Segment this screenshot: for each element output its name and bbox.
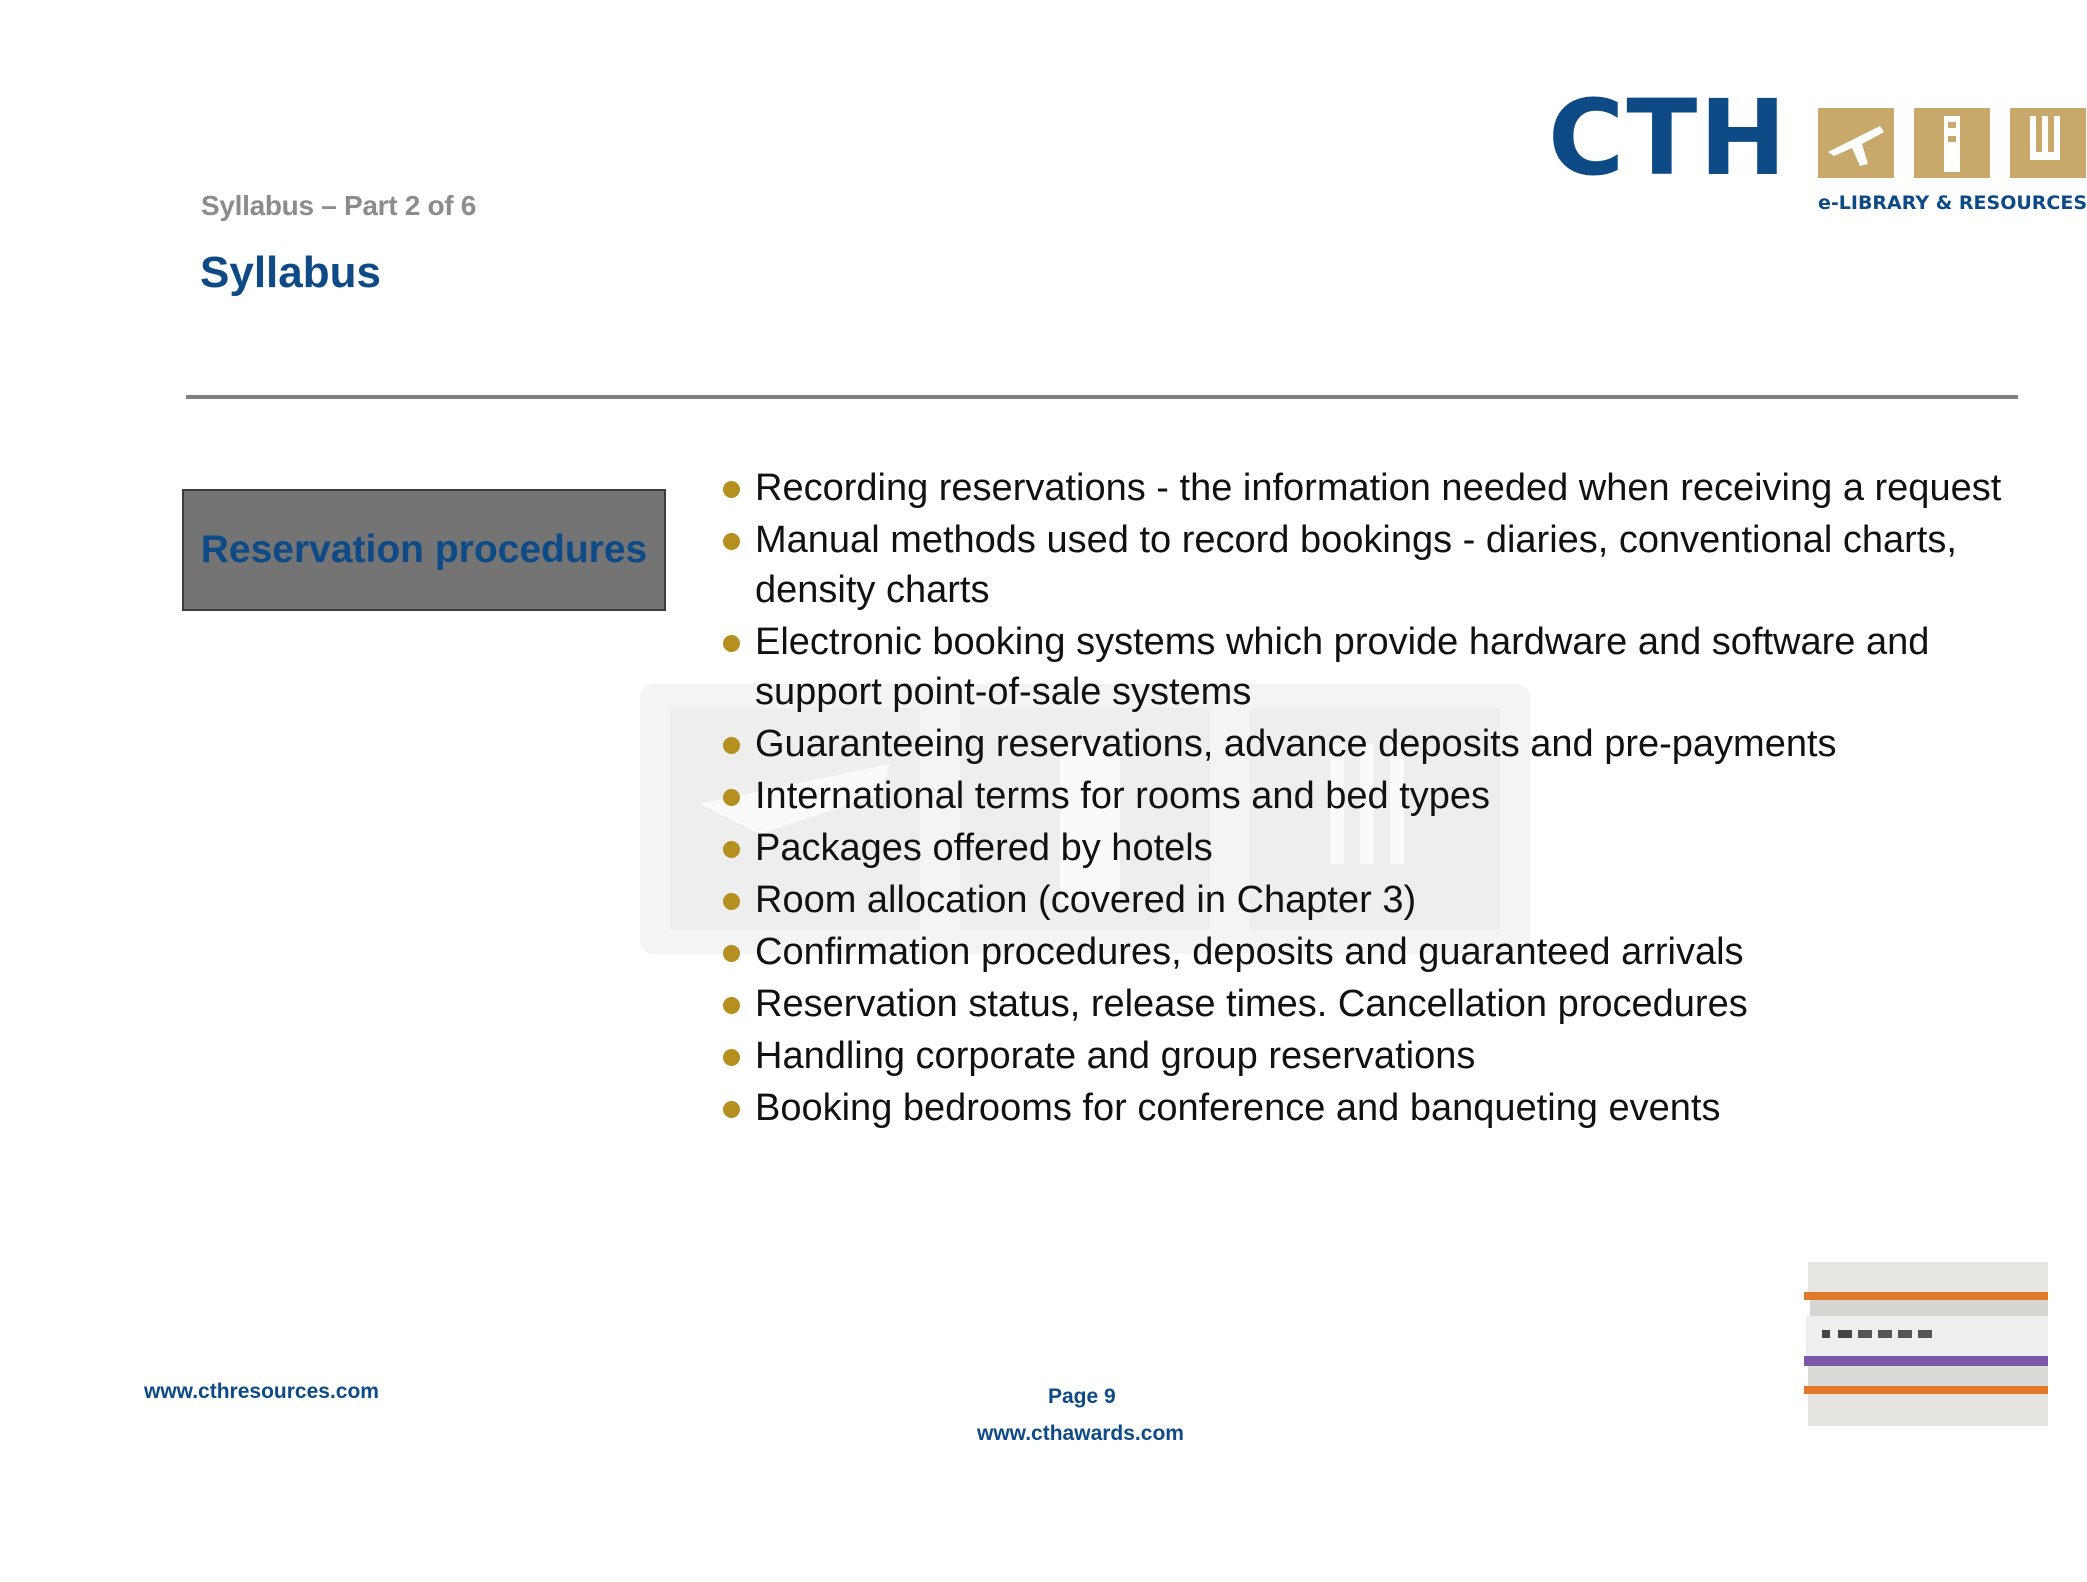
list-item [718, 979, 2018, 1029]
list-item [718, 823, 2018, 873]
bullet-dot-icon [723, 533, 740, 550]
bullet-dot-icon [723, 1049, 740, 1066]
list-item [718, 515, 2018, 615]
page-title: Syllabus [200, 248, 381, 297]
bullet-dot-icon [723, 1101, 740, 1118]
list-item [718, 617, 2018, 717]
list-item [718, 719, 2018, 769]
bullet-dot-icon [723, 841, 740, 858]
footer-awards-url[interactable]: www.cthawards.com [977, 1422, 1184, 1445]
bullet-dot-icon [723, 481, 740, 498]
list-item-text: Recording reservations - the information needed when receiving a request [755, 467, 2002, 509]
list-item [718, 1031, 2018, 1081]
bullet-dot-icon [723, 997, 740, 1014]
list-item-text: Handling corporate and group reservations [755, 1035, 1476, 1077]
bullet-dot-icon [723, 635, 740, 652]
list-item [718, 771, 2018, 821]
list-item-text: Confirmation procedures, deposits and guaranteed arrivals [755, 931, 1744, 973]
list-item-text: Packages offered by hotels [755, 827, 1213, 869]
syllabus-bullet-list [718, 463, 2018, 1135]
building-icon [1914, 108, 1990, 178]
bullet-dot-icon [723, 789, 740, 806]
bullet-dot-icon [723, 737, 740, 754]
fork-icon [2010, 108, 2086, 178]
header-divider [186, 395, 2018, 399]
logo-tagline: e-LIBRARY & RESOURCES [1818, 192, 2087, 214]
list-item-text: International terms for rooms and bed types [755, 775, 1491, 817]
logo-wordmark: CTH [1548, 77, 1789, 199]
list-item [718, 927, 2018, 977]
bullet-dot-icon [723, 893, 740, 910]
list-item-text: Reservation status, release times. Cancellation procedures [755, 983, 1748, 1025]
cth-logo [1548, 77, 2087, 214]
section-label-box [182, 489, 666, 611]
list-item-text: Guaranteeing reservations, advance deposits and pre-payments [755, 723, 1837, 765]
list-item-text: Room allocation (covered in Chapter 3) [755, 879, 1417, 921]
list-item [718, 463, 2018, 513]
list-item [718, 1083, 2018, 1133]
page-number: Page 9 [1048, 1385, 1116, 1408]
list-item-text: Manual methods used to record bookings - diaries, conventional charts, density charts [755, 519, 1957, 611]
bullet-dot-icon [723, 945, 740, 962]
list-item-text: Electronic booking systems which provide hardware and software and support point-of-sale systems [755, 621, 1930, 713]
list-item-text: Booking bedrooms for conference and banqueting events [755, 1087, 1721, 1129]
footer-resources-url[interactable]: www.cthresources.com [144, 1380, 379, 1403]
section-label: Reservation procedures [200, 528, 648, 571]
airplane-icon [1818, 108, 1894, 178]
list-item [718, 875, 2018, 925]
books-image [1800, 1262, 2048, 1432]
page-subtitle: Syllabus – Part 2 of 6 [201, 190, 477, 221]
